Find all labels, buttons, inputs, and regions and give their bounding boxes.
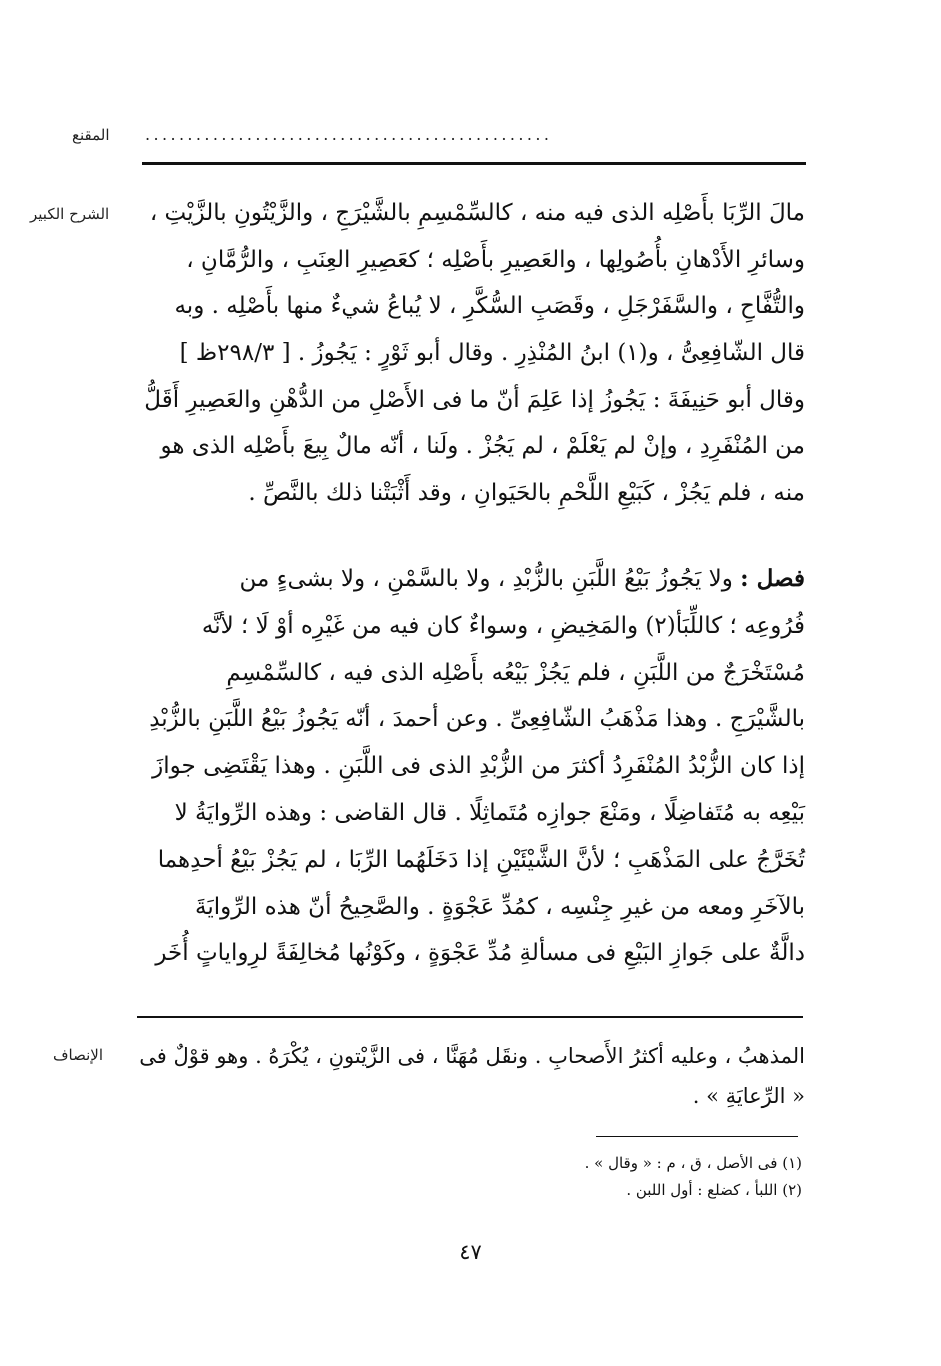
text-line: وسائرِ الأَدْهانِ بأُصُولِها ، والعَصِيرِ بأَصْلِه ؛ كعَصِيرِ العِنَبِ ، والرُّمَّانِ ، bbox=[186, 246, 805, 273]
text-line: والتُّفَّاحِ ، والسَّفَرْجَلِ ، وقَصَبِ السُّكَّرِ ، لا يُباعُ شيءٌ منها بأَصْلِه . وبه bbox=[174, 293, 805, 320]
text-line: مالَ الرِّبَا بأَصْلِه الذى فيه منه ، كالسِّمْسِمِ بالشَّيْرَجِ ، والزَّيْتُونِ بالزَّيْتِ ، bbox=[149, 200, 805, 226]
header-rule bbox=[142, 162, 806, 165]
text-line: مُسْتَخْرَجٌ من اللَّبَنِ ، فلم يَجُزْ بَيْعُه بأَصْلِه الذى فيه ، كالسِّمْسِمِ bbox=[226, 659, 805, 686]
text-line: فُرُوعِه ؛ كاللِّبَأ(٢) والمَخِيضِ ، وسواءٌ كان فيه من غَيْرِه أوْ لَا ؛ لأنَّه bbox=[201, 612, 805, 639]
text-line: بالآخَرِ ومعه من غيرِ جِنْسِه ، كمُدِّ عَجْوَةٍ . والصَّحِيحُ أنّ هذه الرِّوايَةَ bbox=[194, 893, 805, 920]
footnote-rule bbox=[596, 1136, 798, 1137]
header-dotted-leader: ................................................ bbox=[145, 128, 553, 142]
margin-label-insaf: الإنصاف bbox=[53, 1046, 104, 1064]
fasl-section bbox=[110, 556, 805, 977]
text-line: قال الشّافِعِىُّ ، و(١) ابنُ المُنْذِرِ . وقال أبو ثَوْرٍ : يَجُوزُ . [ ٢٩٨/٣ظ ] bbox=[179, 340, 805, 367]
footnotes-block bbox=[400, 1150, 802, 1204]
insaf-text-block bbox=[110, 1036, 805, 1116]
book-title: المقنع bbox=[72, 126, 110, 144]
page-number: ٤٧ bbox=[459, 1240, 482, 1264]
text-line: تُخَرَّجُ على المَذْهَبِ ؛ لأنَّ الشَّيْئَيْنِ إذا دَخَلَهُما الرِّبَا ، لم يَجُزْ بَيْعُ أحدِهما bbox=[157, 846, 805, 873]
fasl-first-line-text: ولا يَجُوزُ بَيْعُ اللَّبَنِ بالزُّبْدِ ، ولا بالسَّمْنِ ، ولا بشىءٍ من bbox=[239, 566, 741, 592]
text-line: منه ، فلم يَجُزْ ، كَبَيْعِ اللَّحْمِ بالحَيَوانِ ، وقد أَثْبَتْنا ذلك بالنَّصِّ . bbox=[248, 480, 805, 507]
footnote-1: (١) فى الأصل ، ق ، م : « وقال » . bbox=[584, 1154, 802, 1172]
fasl-first-line bbox=[110, 556, 805, 603]
main-text-block bbox=[110, 190, 805, 517]
text-line: وقال أبو حَنِيفَةَ : يَجُوزُ إذا عَلِمَ أنّ ما فى الأَصْلِ من الدُّهْنِ والعَصِيرِ أَقَلُّ bbox=[144, 386, 805, 413]
text-line: من المُنْفَرِدِ ، وإنْ لم يَعْلَمْ ، لم يَجُزْ . ولَنا ، أنّه مالٌ بِيعَ بأَصْلِه الذى هو bbox=[160, 433, 805, 460]
text-line: بالشَّيْرَجِ . وهذا مَذْهَبُ الشّافِعِىِّ . وعن أحمدَ ، أنّه يَجُوزُ بَيْعُ اللَّبَنِ بالزُّبْدِ bbox=[149, 706, 805, 733]
text-line: « الرِّعايَةِ » . bbox=[692, 1084, 805, 1108]
text-line: دالَّةٌ على جَوازِ البَيْعِ فى مسألةِ مُدِّ عَجْوَةٍ ، وكَوْنُها مُخالِفَةً لرِواياتٍ أُخَر bbox=[155, 940, 805, 967]
margin-label-sharh: الشرح الكبير bbox=[30, 205, 110, 223]
text-line: بَيْعِه به مُتَفاضِلًا ، ومَنْعَ جوازِه مُتَماثِلًا . قال القاضى : وهذه الرِّوايَةُ لا bbox=[174, 799, 805, 826]
text-line: إذا كان الزُّبْدُ المُنْفَرِدُ أكثرَ من الزُّبْدِ الذى فى اللَّبَنِ . وهذا يَقْتَضِى جوازَ bbox=[152, 753, 805, 780]
fasl-heading: فصل : bbox=[740, 565, 805, 592]
footnote-2: (٢) اللبأ ، كضلع : أول اللبن . bbox=[626, 1181, 802, 1199]
text-line: المذهبُ ، وعليه أكثرُ الأَصحابِ . ونقَل مُهَنَّا ، فى الزَّيْتونِ ، يُكْرَهُ . وهو قوْلٌ فى bbox=[139, 1044, 805, 1068]
section-separator bbox=[137, 1016, 803, 1018]
